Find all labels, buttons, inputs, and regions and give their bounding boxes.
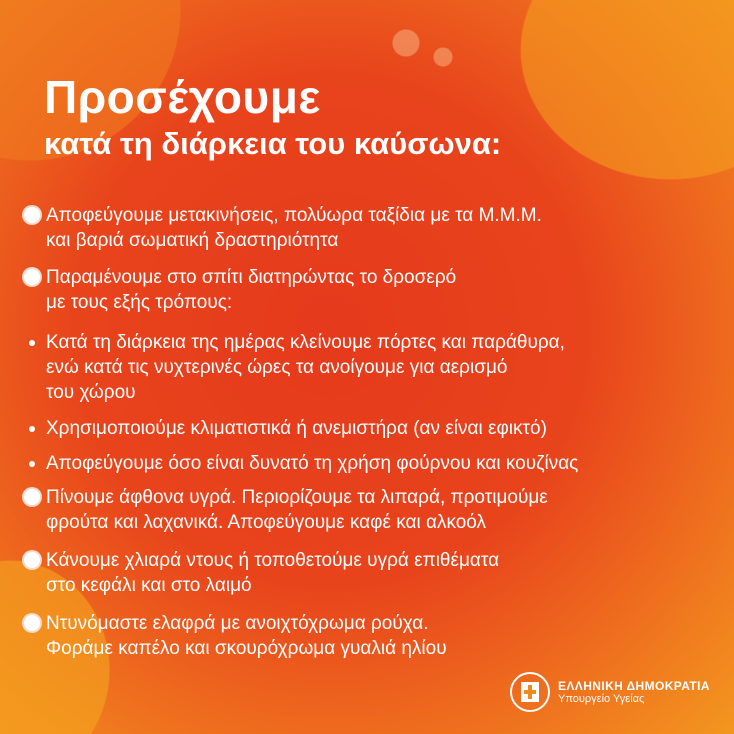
item-line: ενώ κατά τις νυχτερινές ώρες τα ανοίγουμε για αερισμό [46,357,508,378]
sun-icon [24,489,40,505]
list-marker [18,548,46,598]
greek-emblem-icon [510,672,550,712]
item-text [46,451,578,476]
bullet-icon [29,426,35,432]
page-subtitle: κατά τη διάρκεια του καύσωνα: [44,126,502,161]
list-item [18,548,499,598]
item-line: Αποφεύγουμε όσο είναι δυνατό τη χρήση φούρνου και κουζίνας [46,453,579,474]
list-marker [18,330,46,405]
sun-icon [24,269,40,285]
bullet-icon [29,340,35,346]
item-text [46,485,548,535]
item-line: και βαριά σωματική δραστηριότητα [46,230,339,251]
item-text [46,203,542,253]
item-line: Αποφεύγουμε μετακινήσεις, πολύωρα ταξίδια με τα Μ.Μ.Μ. [46,205,542,226]
ministry-logo [510,672,710,712]
list-marker [18,203,46,253]
list-marker [18,611,46,661]
logo-line2: Υπουργείο Υγείας [558,693,645,705]
list-item [18,416,547,441]
item-line: Παραμένουμε στο σπίτι διατηρώντας το δροσερό [46,267,457,288]
list-item [18,485,548,535]
list-marker [18,265,46,315]
item-text [46,548,499,598]
item-line: με τους εξής τρόπους: [46,292,233,313]
sun-icon [24,207,40,223]
list-marker [18,451,46,476]
item-line: του χώρου [46,382,136,403]
item-line: Κάνουμε χλιαρά ντους ή τοποθετούμε υγρά επιθέματα [46,550,500,571]
item-text [46,416,547,441]
item-text [46,330,565,405]
page-title: Προσέχουμε [44,71,321,123]
sun-icon [24,552,40,568]
item-line: Χρησιμοποιούμε κλιματιστικά ή ανεμιστήρα (αν είναι εφικτό) [46,418,547,439]
bullet-icon [29,461,35,467]
list-item [18,265,456,315]
list-item [18,330,565,405]
item-line: Φοράμε καπέλο και σκουρόχρωμα γυαλιά ηλίου [46,638,447,659]
sun-icon [24,615,40,631]
list-item [18,451,578,476]
item-line: Ντυνόμαστε ελαφρά με ανοιχτόχρωμα ρούχα. [46,613,429,634]
item-line: Κατά τη διάρκεια της ημέρας κλείνουμε πόρτες και παράθυρα, [46,332,565,353]
list-item [18,203,542,253]
list-marker [18,485,46,535]
logo-line1: ΕΛΛΗΝΙΚΗ ΔΗΜΟΚΡΑΤΙΑ [558,679,710,693]
item-text [46,611,447,661]
item-line: Πίνουμε άφθονα υγρά. Περιορίζουμε τα λιπαρά, προτιμούμε [46,487,548,508]
list-item [18,611,447,661]
item-line: στο κεφάλι και στο λαιμό [46,575,252,596]
item-line: φρούτα και λαχανικά. Αποφεύγουμε καφέ και αλκοόλ [46,512,486,533]
list-marker [18,416,46,441]
item-text [46,265,456,315]
